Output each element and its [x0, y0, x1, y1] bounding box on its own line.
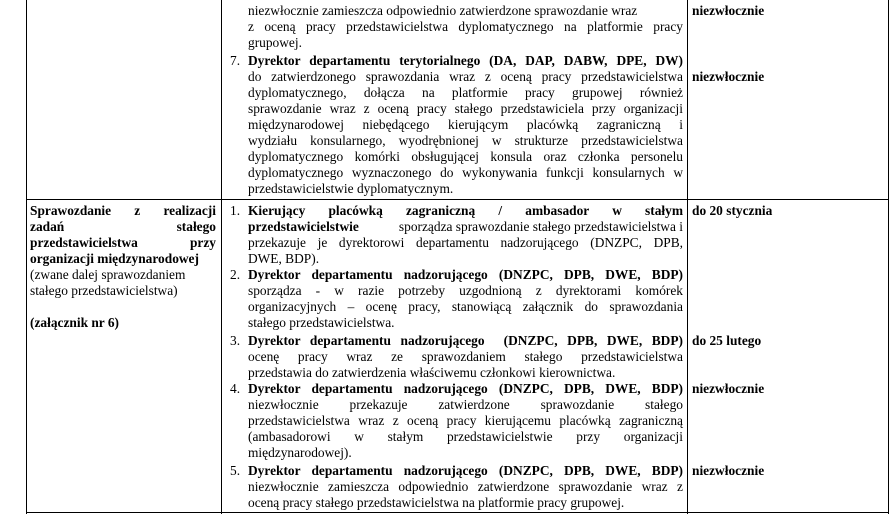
text-line: niezwłocznie zamieszcza odpowiednio zatwierdzone sprawozdanie wraz z — [248, 479, 683, 494]
table-border-bottom — [26, 512, 889, 513]
annex-label: (załącznik nr 6) — [30, 315, 120, 330]
title-word: przedstawicielstwa — [30, 235, 138, 250]
text-line: sporządza - w razie potrzeby uzgodnioną z dyrektorami komórek — [248, 283, 683, 298]
text-line: DWE, BDP). — [248, 251, 320, 266]
item-heading: Kierujący placówką zagraniczną / ambasador w stałym — [248, 203, 683, 218]
title-word: przy — [189, 235, 216, 250]
text-line: ocenę pracy wraz ze sprawozdaniem stałego przedstawicielstwa — [248, 349, 683, 364]
text-line: stałego przedstawicielstwa. — [248, 315, 395, 330]
text-line: niezwłocznie przekazuje zatwierdzone sprawozdanie stałego — [248, 397, 683, 412]
list-number: 4. — [230, 381, 241, 396]
table-border-left — [26, 0, 27, 514]
text-line: sprawozdanie wraz z oceną pracy stałego przedstawiciela przy organizacji — [248, 101, 683, 116]
title-word: realizacji — [163, 203, 216, 218]
deadline: do 20 stycznia — [692, 203, 773, 218]
title-word: stałego — [176, 219, 216, 234]
text-line: dyplomatycznego, dołącza na platformie pracy grupowej również — [248, 85, 683, 100]
text-line: wydziału konsularnego, wyodrębnionej w strukturze przedstawicielstwa — [248, 133, 683, 148]
title-line: organizacji międzynarodowej — [30, 251, 199, 266]
text-line: przedstawicielstwa wraz z oceną pracy kierującemu placówką zagraniczną — [248, 413, 683, 428]
deadline: niezwłocznie — [692, 463, 765, 478]
text-line: do zatwierdzonego sprawozdania wraz z oceną pracy przedstawicielstwa — [248, 69, 683, 84]
item-heading: Dyrektor departamentu terytorialnego (DA, DAP, DABW, DPE, DW) — [248, 53, 683, 68]
text-line: (ambasadorowi w stałym przedstawicielstwie przy organizacji — [248, 429, 683, 444]
title-word: zadań — [30, 219, 65, 234]
deadline: niezwłocznie — [692, 69, 765, 84]
text-line: międzynarodowej niebędącego kierującym placówką zagraniczną i — [248, 117, 683, 132]
table-divider-2 — [687, 0, 688, 514]
list-number: 2. — [230, 267, 241, 282]
row-separator — [26, 199, 889, 200]
list-number: 5. — [230, 463, 241, 478]
deadline: niezwłocznie — [692, 3, 765, 18]
item-heading: Dyrektor departamentu nadzorującego (DNZPC, DPB, DWE, BDP) — [248, 381, 683, 396]
text-line: przedstawicielstwie dyplomatycznym. — [248, 181, 454, 196]
list-number: 7. — [230, 53, 241, 68]
text-line: międzynarodowej). — [248, 445, 352, 460]
list-number: 1. — [230, 203, 241, 218]
table-border-right — [888, 0, 889, 514]
text-line: organizacyjnych – ocenę pracy, stanowiącą załącznik do sprawozdania — [248, 299, 683, 314]
text-line: dyplomatycznego wyznaczonego do wykonywania funkcji konsularnych w — [248, 165, 683, 180]
title-word: Sprawozdanie — [30, 203, 112, 218]
item-heading: Dyrektor departamentu nadzorującego (DNZPC, DPB, DWE, BDP) — [248, 333, 683, 348]
text-line: przedstawia do zatwierdzenia właściwemu członkowi kierownictwa. — [248, 365, 616, 380]
title-word: z — [134, 203, 141, 218]
text-line: grupowej. — [248, 35, 302, 50]
item-heading-tail: przedstawicielstwie — [248, 219, 359, 234]
text-line: niezwłocznie zamieszcza odpowiednio zatwierdzone sprawozdanie wraz — [248, 3, 638, 18]
table-divider-1 — [221, 0, 222, 514]
text-line: z oceną pracy przedstawicielstwa dyplomatycznego na platformie pracy — [248, 19, 683, 34]
list-number: 3. — [230, 333, 241, 348]
subtitle-line: stałego przedstawicielstwa) — [30, 283, 178, 298]
item-heading: Dyrektor departamentu nadzorującego (DNZPC, DPB, DWE, BDP) — [248, 267, 683, 282]
text-line: przekazuje je dyrektorowi departamentu nadzorującego (DNZPC, DPB, — [248, 235, 683, 250]
deadline: niezwłocznie — [692, 381, 765, 396]
text-line: dyplomatycznego komórki obsługującej konsula oraz członka personelu — [248, 149, 683, 164]
subtitle-line: (zwane dalej sprawozdaniem — [30, 267, 186, 282]
text-line — [248, 219, 683, 235]
text-segment: sporządza sprawozdanie stałego przedstawicielstwa i — [395, 219, 683, 234]
deadline: do 25 lutego — [692, 333, 762, 348]
text-line: oceną pracy stałego przedstawicielstwa na platformie pracy grupowej. — [248, 495, 625, 510]
item-heading: Dyrektor departamentu nadzorującego (DNZPC, DPB, DWE, BDP) — [248, 463, 683, 478]
